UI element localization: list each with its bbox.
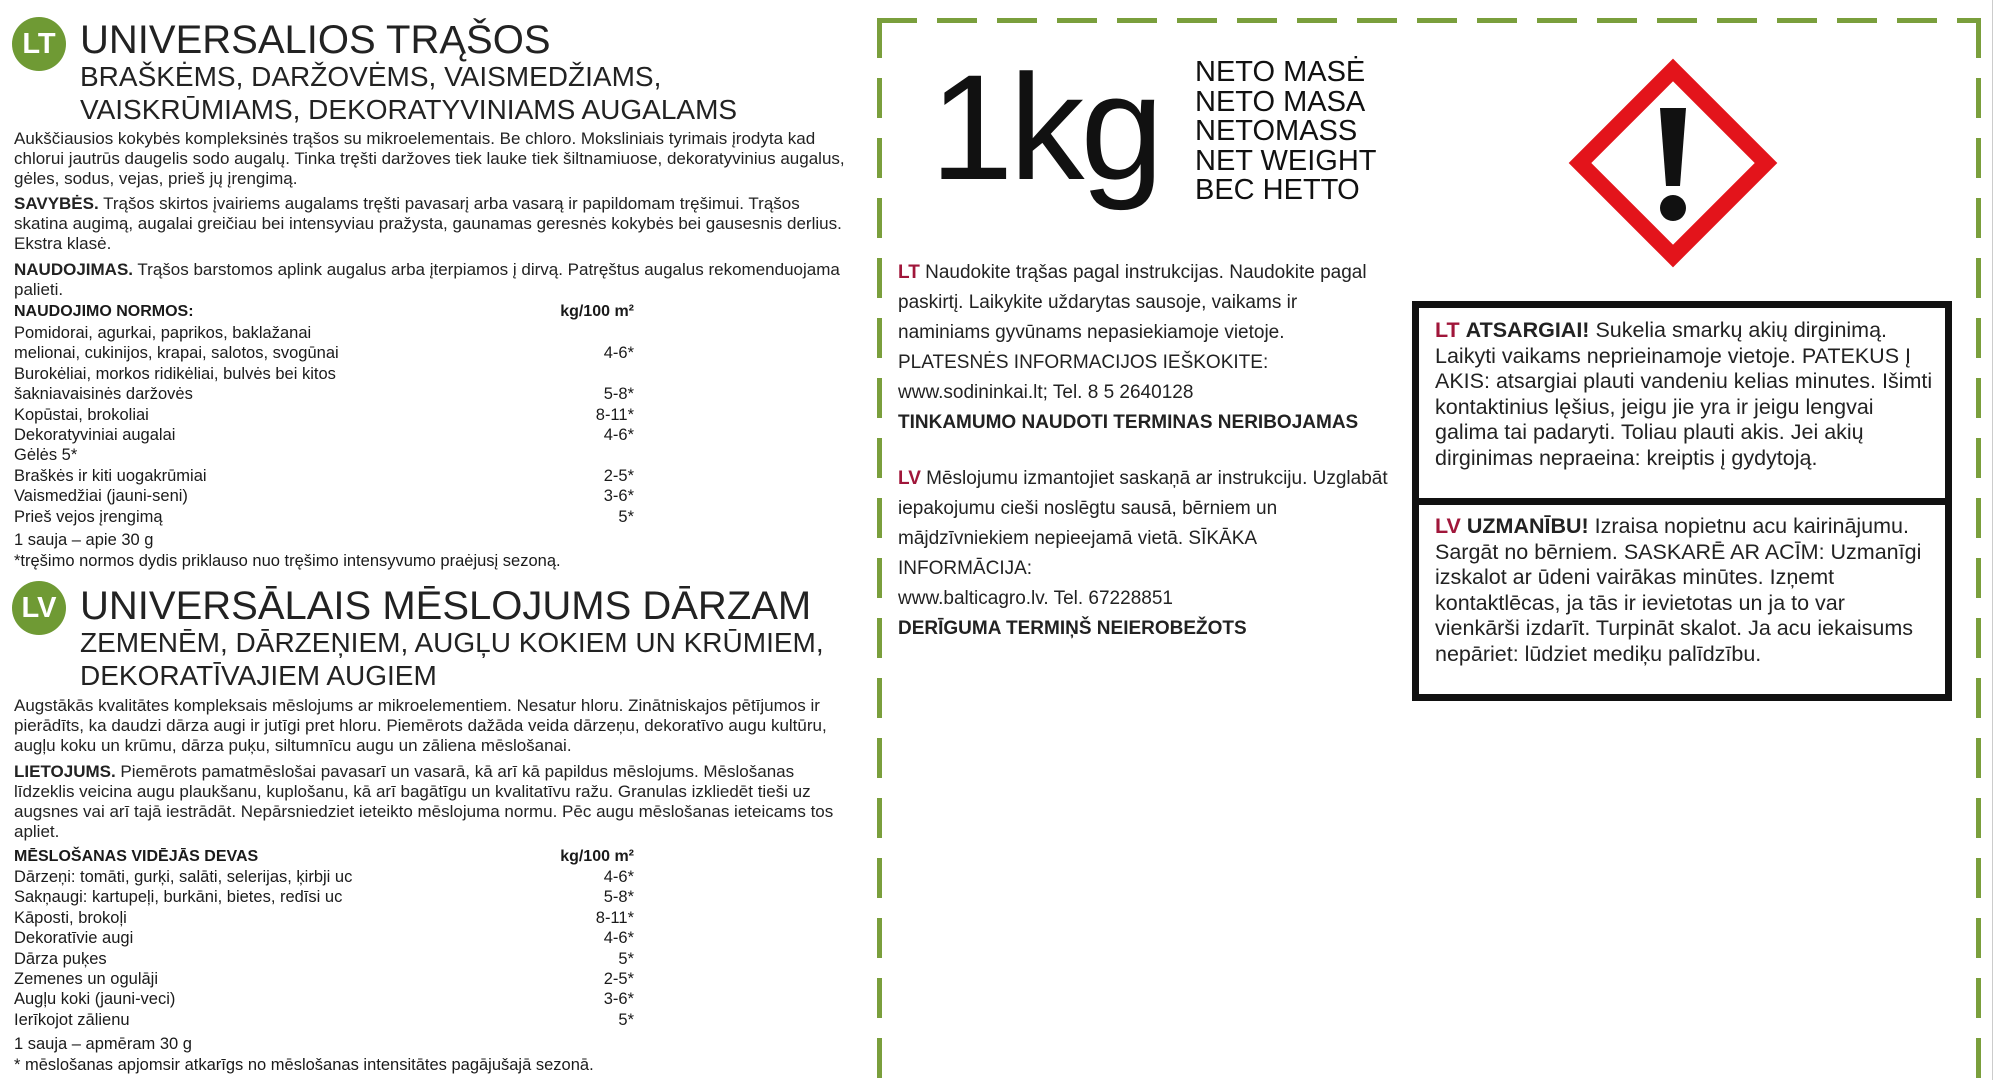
rate-value: 5* xyxy=(618,1010,634,1029)
rate-crop: Gėlės 5* xyxy=(14,446,78,465)
lt-usage-text: Trąšos barstomos aplink augalus arba įterpiamos į dirvą. Patręštus augalus rekomenduojama palieti. xyxy=(14,260,840,299)
rate-crop: Vaismedžiai (jauni-seni) xyxy=(14,487,188,506)
lv-footnote: * mēslošanas apjomsir atkarīgs no mēslošanas intensitātes pagājušajā sezonā. xyxy=(14,1056,594,1074)
rate-value: 4-6* xyxy=(603,929,634,948)
table-row xyxy=(14,486,634,506)
net-weight-labels xyxy=(1195,58,1377,206)
warning-divider xyxy=(1419,498,1945,505)
lv-lang-tag: LV xyxy=(898,468,921,489)
net-weight-label: NETO MASĖ xyxy=(1195,56,1366,88)
table-row xyxy=(14,928,634,948)
lt-lang-tag: LT xyxy=(898,262,920,283)
lv-usage-section xyxy=(14,762,850,842)
lt-rates-header xyxy=(14,302,634,322)
lv-handful-note: 1 sauja – apmēram 30 g xyxy=(14,1035,192,1053)
rate-crop: Dekoratīvie augi xyxy=(14,929,134,948)
exclamation-hazard-icon xyxy=(1568,58,1778,268)
rate-value: 4-6* xyxy=(603,425,634,444)
table-row xyxy=(14,466,634,486)
lt-properties-text: Trąšos skirtos įvairiems augalams tręšti pavasarį arba vasarą ir papildomam tręšimui. Trąšos skatina augimą, augalai greičiau bei intensyviau pražysta, gaunamas geresnės kokybės bei gausesnis derlius. Ekstra klasė. xyxy=(14,194,842,253)
rate-value: 5* xyxy=(618,507,634,526)
rate-value: 3-6* xyxy=(603,487,634,506)
lv-usage-text: Piemērots pamatmēslošai pavasarī un vasarā, kā arī kā papildus mēslojums. Mēslošanas līdzeklis veicina augu plaukšanu, kuplošanu, kā arī bagātīgu un kvalitatīvu ražu. Granulas izkliedēt tieši uz augsnes vai arī tajā iestrādāt. Nepārsniedziet ieteikto mēslojuma normu. Pēc augu mēslošanas ieteicams tos apliet. xyxy=(14,762,834,841)
lv-usage-label: LIETOJUMS. xyxy=(14,762,116,781)
table-row xyxy=(14,887,634,907)
rate-crop: Augļu koki (jauni-veci) xyxy=(14,990,176,1009)
lv-warning-lang: LV xyxy=(1435,514,1461,538)
table-row xyxy=(14,867,634,887)
table-row xyxy=(14,425,634,445)
lv-language-badge: LV xyxy=(12,581,66,635)
table-row xyxy=(14,507,634,527)
rate-value: 8-11* xyxy=(595,405,634,424)
lv-contact: www.balticagro.lv. Tel. 67228851 xyxy=(898,588,1173,609)
table-row xyxy=(14,405,634,425)
net-weight-label: ВЕС НЕТТО xyxy=(1195,174,1360,206)
lt-intro-text: Aukščiausios kokybės kompleksinės trąšos su mikroelementais. Be chloro. Moksliniais tyrimais įrodyta kad chlorui jautrūs daugelis sodo augalų. Tinka tręšti daržoves tiek lauke tiek šiltnamiuose, dekoratyvinius augalus, gėles, sodus, vejas, prieš jų įrengimą. xyxy=(14,129,845,188)
rate-value: 2-5* xyxy=(603,969,634,988)
rate-crop: Burokėliai, morkos ridikėliai, bulvės bei kitos xyxy=(14,364,336,383)
rate-crop: Kopūstai, brokoliai xyxy=(14,405,149,424)
dashed-frame-left xyxy=(877,18,882,1080)
lt-expiry: TINKAMUMO NAUDOTI TERMINAS NERIBOJAMAS xyxy=(898,412,1359,433)
warning-box xyxy=(1412,301,1952,701)
net-weight-value: 1kg xyxy=(930,43,1160,211)
lt-warning-text: Sukelia smarkų akių dirginimą. Laikyti vaikams neprieinamoje vietoje. PATEKUS Į AKIS: atsargiai plauti vandeniu kelias minutes. Išimti kontaktinius lęšius, jeigu jie yra ir jeigu lengvai galima tai padaryti. Toliau plauti akis. Jei akių dirginimas nepraeina: kreiptis į gydytoją. xyxy=(1435,318,1933,470)
rate-crop: Dārzeņi: tomāti, gurķi, salāti, selerijas, ķirbji uc xyxy=(14,868,353,886)
rate-value: 5-8* xyxy=(603,385,634,404)
lt-language-badge: LT xyxy=(12,17,66,71)
lt-more-info-label: PLATESNĖS INFORMACIJOS IEŠKOKITE: xyxy=(898,352,1269,373)
lv-product-title: UNIVERSĀLAIS MĒSLOJUMS DĀRZAM xyxy=(80,584,812,628)
table-row xyxy=(14,1010,634,1030)
lt-warning-lang: LT xyxy=(1435,318,1460,342)
lv-warning-text: Izraisa nopietnu acu kairinājumu. Sargāt no bērniem. SASKARĒ AR ACĪM: Uzmanīgi izskalot ar ūdeni vairākas minūtes. Izņemt kontaktlēcas, ja tās ir ievietotas un ja to var vienkārši izdarīt. Turpināt skalot. Ja acu iekaisums nepāriet: lūdziet mediķu palīdzību. xyxy=(1435,514,1922,666)
lv-intro-text: Augstākās kvalitātes kompleksais mēslojums ar mikroelementiem. Nesatur hloru. Zinātniskajos pētījumos ir pierādīts, ka daudzi dārza augi ir jutīgi pret hloru. Piemērots dažāda veida dārzeņu, dekoratīvo augu kultūru, augļu koku un krūmu, dārza puķu, siltumnīcu augu un zāliena mēslošanai. xyxy=(14,696,827,755)
lt-warning-label: ATSARGIAI! xyxy=(1465,318,1590,342)
lt-contact: www.sodininkai.lt; Tel. 8 5 2640128 xyxy=(898,382,1194,403)
rate-value: 4-6* xyxy=(603,344,634,363)
table-row xyxy=(14,343,634,363)
table-row xyxy=(14,384,634,404)
lt-usage-label: NAUDOJIMAS. xyxy=(14,260,134,279)
lv-subtitle-line-1: ZEMENĒM, DĀRZEŅIEM, AUGĻU KOKIEM UN KRŪMIEM, xyxy=(80,627,824,658)
lt-storage-info xyxy=(898,258,1388,438)
rate-value: 5-8* xyxy=(603,888,634,907)
lt-properties-section xyxy=(14,194,850,254)
rate-crop: Ierīkojot zālienu xyxy=(14,1010,130,1029)
rate-value: 5* xyxy=(618,949,634,968)
lt-rates-table xyxy=(14,323,634,527)
rate-value: 4-6* xyxy=(603,868,634,886)
table-row xyxy=(14,908,634,928)
rate-value: 2-5* xyxy=(603,466,634,485)
lt-product-title: UNIVERSALIOS TRĄŠOS xyxy=(80,18,551,62)
rate-crop: Dārza puķes xyxy=(14,949,107,968)
table-row xyxy=(14,364,634,384)
lv-expiry: DERĪGUMA TERMIŅŠ NEIEROBEŽOTS xyxy=(898,618,1247,639)
rate-value: 8-11* xyxy=(595,908,634,927)
table-row xyxy=(14,445,634,465)
rate-crop: melionai, cukinijos, krapai, salotos, svogūnai xyxy=(14,344,339,363)
lt-subtitle-line-2: VAISKRŪMIAMS, DEKORATYVINIAMS AUGALAMS xyxy=(80,94,738,125)
table-row xyxy=(14,969,634,989)
table-row xyxy=(14,989,634,1009)
lt-storage-text: Naudokite trąšas pagal instrukcijas. Naudokite pagal paskirtį. Laikykite uždarytas sausoje, vaikams ir naminiams gyvūnams nepasiekiamoje vietoje. xyxy=(898,262,1367,343)
lv-rates-header xyxy=(14,847,634,867)
lt-rates-unit: kg/100 m² xyxy=(560,303,634,320)
dashed-frame-right xyxy=(1976,18,1981,1080)
net-weight-label: NETOMASS xyxy=(1195,115,1358,147)
dashed-frame-top xyxy=(877,18,1981,23)
lv-rates-table xyxy=(14,867,634,1030)
lv-storage-info xyxy=(898,464,1388,644)
rate-crop: Pomidorai, agurkai, paprikos, baklažanai xyxy=(14,324,312,342)
lt-handful-note: 1 sauja – apie 30 g xyxy=(14,531,154,549)
rate-crop: Dekoratyviniai augalai xyxy=(14,425,176,444)
rate-value: 3-6* xyxy=(603,990,634,1009)
lt-footnote: *tręšimo normos dydis priklauso nuo tręšimo intensyvumo praėjusį sezoną. xyxy=(14,552,561,570)
table-row xyxy=(14,323,634,343)
rate-crop: Prieš vejos įrengimą xyxy=(14,507,163,526)
lt-usage-section xyxy=(14,260,850,300)
lv-storage-text: Mēslojumu izmantojiet saskaņā ar instrukciju. Uzglabāt iepakojumu cieši noslēgtu sausā, bērniem un mājdzīvniekiem nepieejamā vietā. SĪKĀKA INFORMĀCIJA: xyxy=(898,468,1388,579)
lv-subtitle-line-2: DEKORATĪVAJIEM AUGIEM xyxy=(80,660,437,691)
page-edge-line xyxy=(1992,0,1993,1080)
rate-crop: Kāposti, brokoļi xyxy=(14,908,127,927)
lv-warning xyxy=(1435,514,1935,667)
lt-warning xyxy=(1435,318,1935,471)
rate-crop: Zemenes un ogulāji xyxy=(14,969,159,988)
rate-crop: Sakņaugi: kartupeļi, burkāni, bietes, redīsi uc xyxy=(14,888,343,907)
lt-rates-label: NAUDOJIMO NORMOS: xyxy=(14,303,194,320)
rate-crop: Braškės ir kiti uogakrūmiai xyxy=(14,466,207,485)
net-weight-label: NETO MASA xyxy=(1195,85,1366,118)
lv-rates-label: MĒSLOŠANAS VIDĒJĀS DEVAS xyxy=(14,848,259,865)
lt-properties-label: SAVYBĖS. xyxy=(14,194,99,213)
rate-crop: šakniavaisinės daržovės xyxy=(14,385,193,404)
lv-warning-label: UZMANĪBU! xyxy=(1466,514,1589,538)
net-weight-label: NET WEIGHT xyxy=(1195,144,1377,177)
lv-rates-unit: kg/100 m² xyxy=(560,848,634,865)
table-row xyxy=(14,949,634,969)
lt-subtitle-line-1: BRAŠKĖMS, DARŽOVĖMS, VAISMEDŽIAMS, xyxy=(80,61,662,92)
